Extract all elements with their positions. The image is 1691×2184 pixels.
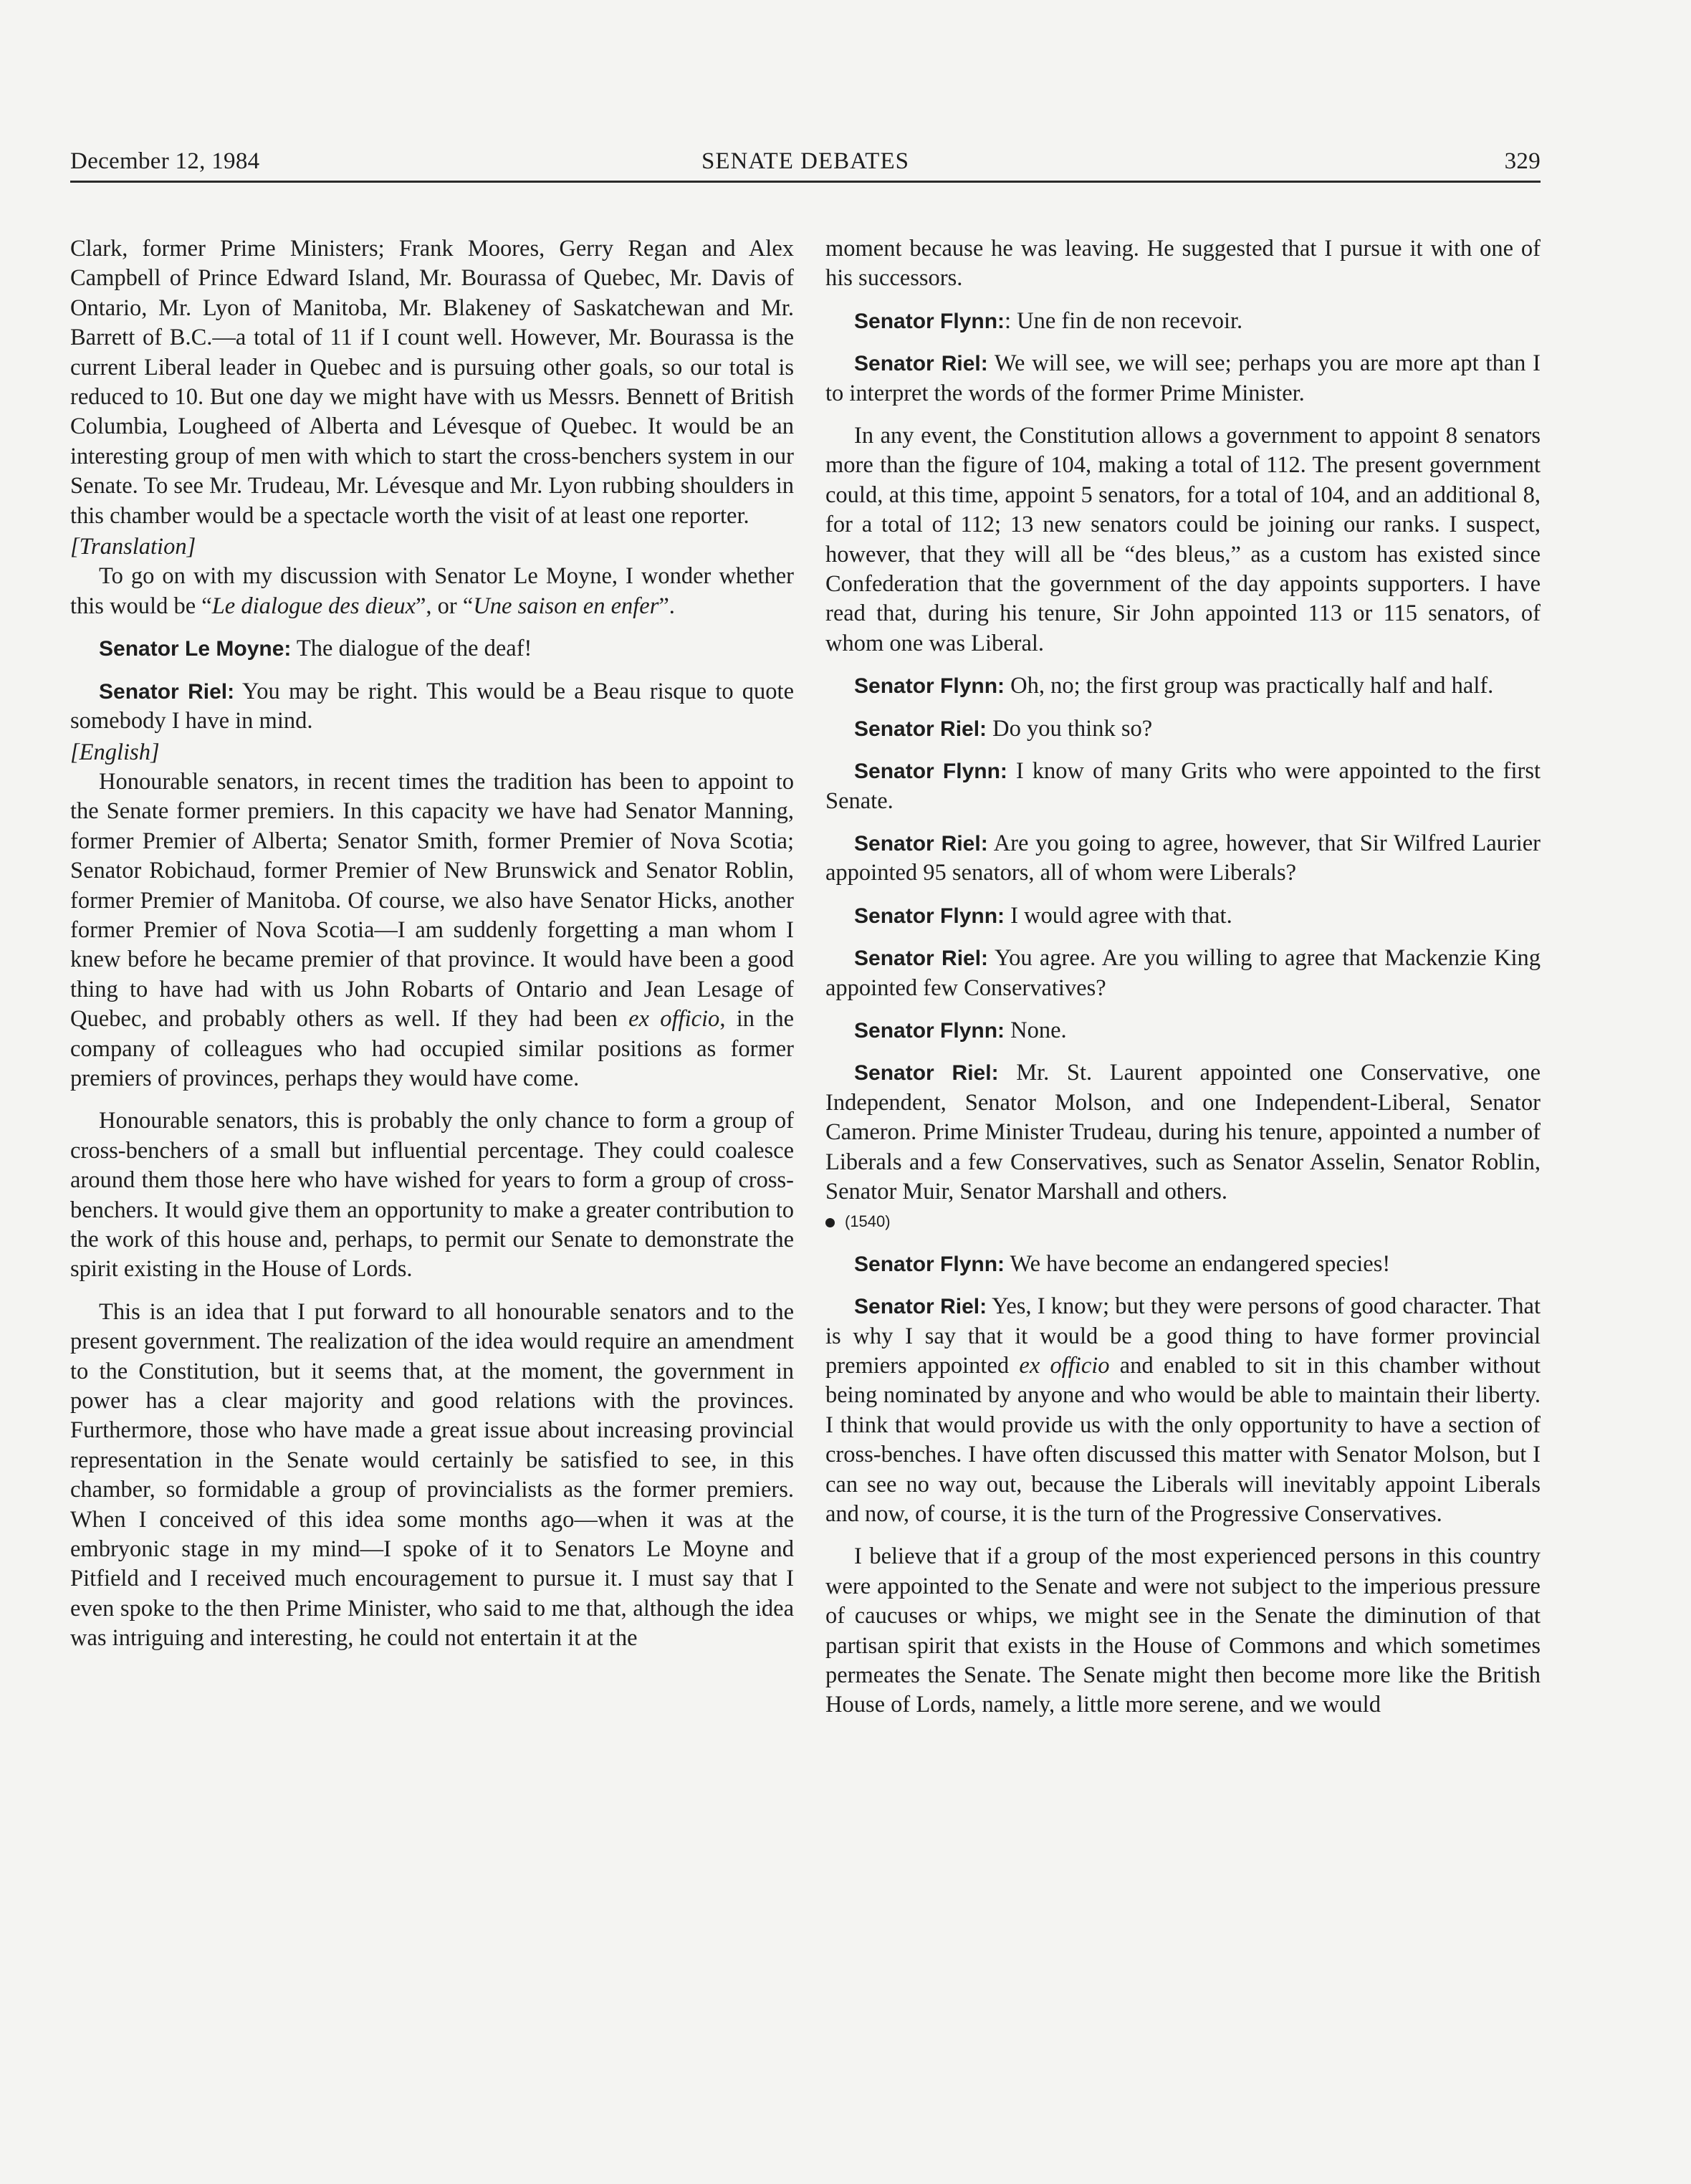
speaker-name: Senator Riel:: [854, 1295, 987, 1319]
paragraph: This is an idea that I put forward to all honourable senators and to the present government. The realization of the idea would require an amendment to the Constitution, but it seems that, at the moment, the government in power has a clear majority and good relations with the provinces. Furthermore, those who have made a great issue about increasing provincial representation in the Senate would certainly be satisfied to see, in this chamber, so formidable a group of provincialists as the former premiers. When I conceived of this idea some months ago—when it was at the embryonic stage in my mind—I spoke of it to Senators Le Moyne and Pitfield and I received much encouragement to pursue it. I must say that I even spoke to the then Prime Minister, who said to me that, although the idea was intriguing and interesting, he could not entertain it at the: [70, 1298, 794, 1652]
right-column: [825, 234, 1541, 1720]
header-date: December 12, 1984: [70, 148, 260, 174]
speaker-name: Senator Riel:: [854, 352, 988, 376]
paragraph: Honourable senators, this is probably the only chance to form a group of cross-benchers of a small but influential percentage. They could coalesce around them those here who have wished for years to form a group of cross-benchers. It would give them an opportunity to make a greater contribution to the work of this house and, perhaps, to permit our Senate to demonstrate the spirit existing in the House of Lords.: [70, 1108, 794, 1283]
paragraph: Honourable senators, in recent times the tradition has been to appoint to the Senate former premiers. In this capacity we have had Senator Manning, former Premier of Alberta; Senator Smith, former Premier of Nova Scotia; Senator Robichaud, former Premier of New Brunswick and Senator Roblin, former Premier of Manitoba. Of course, we also have Senator Hicks, another former Premier of Nova Scotia—I am suddenly forgetting a man whom I knew before he became premier of that province. It would have been a good thing to have had with us John Robarts of Ontario and Jean Lesage of Quebec, and probably others as well. If they had been ex officio, in the company of colleagues who had occupied similar positions as former premiers of provinces, perhaps they would have come.: [70, 768, 794, 1091]
header-rule: [70, 181, 1541, 183]
speaker-name: Senator Riel:: [854, 1061, 999, 1086]
speaker-name: Senator Le Moyne:: [99, 637, 292, 661]
speech: Senator Flynn: None.: [854, 1017, 1067, 1043]
bullet-icon: [825, 1218, 835, 1227]
paragraph: I believe that if a group of the most experienced persons in this country were appointed to the Senate and were not subject to the imperious pressure of caucuses or whips, we might see in the Senate the diminution of that partisan spirit that exists in the House of Commons and which sometimes permeates the Senate. The Senate might then become more like the British House of Lords, namely, a little more serene, and we would: [825, 1543, 1541, 1718]
left-column: [70, 234, 794, 1654]
speaker-name: Senator Riel:: [854, 717, 987, 741]
speech: Senator Riel: Yes, I know; but they were persons of good character. That is why I say that it would be a good thing to have former provincial premiers appointed ex officio and enabled to sit in this chamber without being nominated by anyone and who would be able to maintain their liberty. I think that would provide us with the only opportunity to have a section of cross-benches. I have often discussed this matter with Senator Molson, but I can see no way out, because the Liberals will inevitably appoint Liberals and now, of course, it is the turn of the Progressive Conservatives.: [825, 1293, 1541, 1528]
speech: Senator Riel: Mr. St. Laurent appointed one Conservative, one Independent, Senator Molson, and one Independent-Liberal, Senator Cameron. Prime Minister Trudeau, during his tenure, appointed a number of Liberals and a few Conservatives, such as Senator Asselin, Senator Roblin, Senator Muir, Senator Marshall and others.: [825, 1060, 1541, 1204]
paragraph: Clark, former Prime Ministers; Frank Moores, Gerry Regan and Alex Campbell of Prince Edward Island, Mr. Bourassa of Quebec, Mr. Davis of Ontario, Mr. Lyon of Manitoba, Mr. Blakeney of Saskatchewan and Mr. Barrett of B.C.—a total of 11 if I count well. However, Mr. Bourassa is the current Liberal leader in Quebec and is pursuing other goals, so our total is reduced to 10. But one day we might have with us Messrs. Bennett of British Columbia, Lougheed of Alberta and Lévesque of Quebec. It would be an interesting group of men with which to start the cross-benchers system in our Senate. To see Mr. Trudeau, Mr. Lévesque and Mr. Lyon rubbing shoulders in this chamber would be a spectacle worth the visit of at least one reporter.: [70, 236, 794, 529]
speech: Senator Riel: You may be right. This would be a Beau risque to quote somebody I have in mind.: [70, 678, 794, 734]
speaker-name: Senator Riel:: [99, 679, 235, 704]
speech: Senator Riel: You agree. Are you willing to agree that Mackenzie King appointed few Conservatives?: [825, 945, 1541, 1001]
english-marker: [English]: [70, 739, 160, 765]
speaker-name: Senator Flynn:: [854, 1018, 1005, 1043]
speech: Senator Riel: We will see, we will see; perhaps you are more apt than I to interpret the words of the former Prime Minister.: [825, 350, 1541, 406]
speaker-name: Senator Flynn:: [854, 309, 1005, 333]
paragraph: moment because he was leaving. He suggested that I pursue it with one of his successors.: [825, 236, 1541, 292]
speech: Senator Flynn: We have become an endangered species!: [854, 1250, 1391, 1277]
header-title: SENATE DEBATES: [701, 148, 909, 174]
speech: Senator Flynn: Oh, no; the first group was practically half and half.: [854, 673, 1494, 699]
time-marker: (1540): [825, 1207, 1541, 1236]
speech: Senator Flynn: I know of many Grits who were appointed to the first Senate.: [825, 758, 1541, 814]
speaker-name: Senator Flynn:: [854, 1252, 1005, 1276]
paragraph: To go on with my discussion with Senator Le Moyne, I wonder whether this would be “Le dialogue des dieux”, or “Une saison en enfer”.: [70, 563, 794, 619]
speaker-name: Senator Riel:: [854, 831, 988, 856]
speech: Senator Flynn:: Une fin de non recevoir.: [854, 307, 1243, 334]
speaker-name: Senator Riel:: [854, 947, 989, 971]
speech: Senator Riel: Do you think so?: [854, 715, 1153, 742]
speech: Senator Riel: Are you going to agree, however, that Sir Wilfred Laurier appointed 95 senators, all of whom were Liberals?: [825, 830, 1541, 886]
speaker-name: Senator Flynn:: [854, 674, 1005, 699]
speech: Senator Le Moyne: The dialogue of the deaf!: [99, 636, 532, 662]
speaker-name: Senator Flynn:: [854, 904, 1005, 928]
translation-marker: [Translation]: [70, 534, 196, 560]
page-number: 329: [1504, 148, 1541, 174]
paragraph: In any event, the Constitution allows a government to appoint 8 senators more than the figure of 104, making a total of 112. The present government could, at this time, appoint 5 senators, for a total of 104, and an additional 8, for a total of 112; 13 new senators could be joining our ranks. I suspect, however, that they will all be “des bleus,” as a custom has existed since Confederation that the government of the day appoints supporters. I have read that, during his tenure, Sir John appointed 113 or 115 senators, of whom one was Liberal.: [825, 423, 1541, 656]
speech: Senator Flynn: I would agree with that.: [854, 902, 1232, 929]
speaker-name: Senator Flynn:: [854, 760, 1007, 784]
